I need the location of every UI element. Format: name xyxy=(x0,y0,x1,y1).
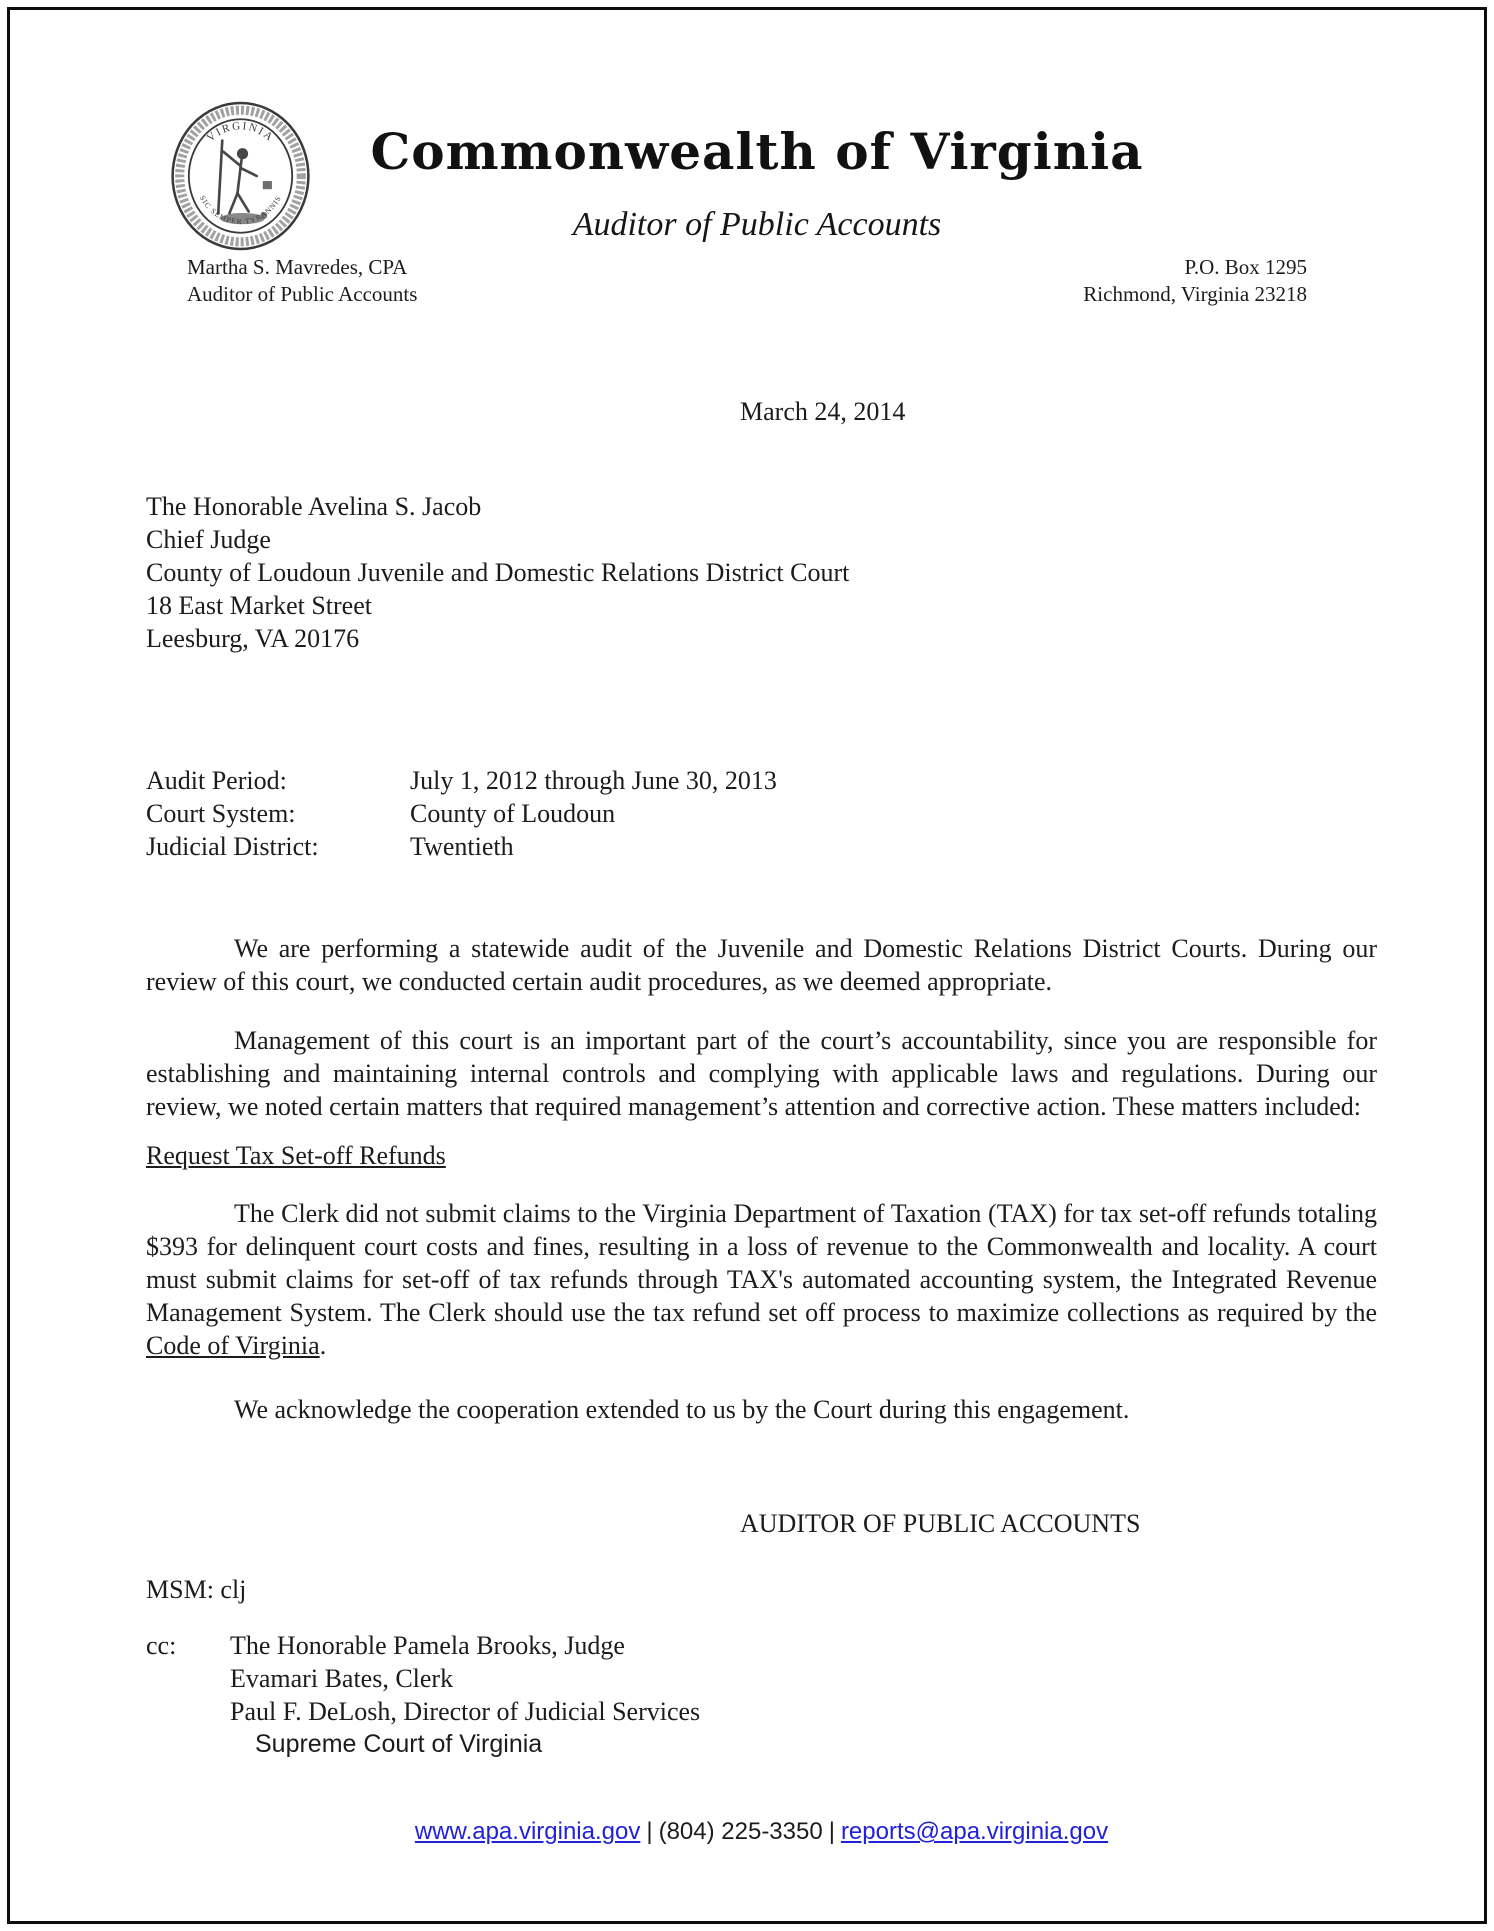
recipient-city: Leesburg, VA 20176 xyxy=(146,624,360,653)
recipient-address-block xyxy=(146,490,1377,655)
judicial-district-label: Judicial District: xyxy=(146,832,319,861)
auditor-name: Martha S. Mavredes, CPA xyxy=(187,255,408,279)
letter-page xyxy=(7,7,1487,1924)
audit-period-label: Audit Period: xyxy=(146,766,287,795)
po-box: P.O. Box 1295 xyxy=(1184,255,1307,279)
audit-period-value: July 1, 2012 through June 30, 2013 xyxy=(410,766,777,795)
letter-date: March 24, 2014 xyxy=(740,397,906,426)
recipient-street: 18 East Market Street xyxy=(146,591,372,620)
recipient-title: Chief Judge xyxy=(146,525,271,554)
letterhead-title: Commonwealth of Virginia xyxy=(370,122,1144,181)
code-of-virginia-citation: Code of Virginia xyxy=(146,1331,320,1360)
cc-item: The Honorable Pamela Brooks, Judge xyxy=(230,1631,625,1660)
auditor-name-block xyxy=(187,254,417,308)
cc-block xyxy=(146,1629,1377,1761)
recipient-name: The Honorable Avelina S. Jacob xyxy=(146,492,482,521)
footer-separator: | xyxy=(646,1818,653,1845)
signature-block: AUDITOR OF PUBLIC ACCOUNTS xyxy=(740,1509,1141,1538)
cc-item: Paul F. DeLosh, Director of Judicial Services xyxy=(230,1697,701,1726)
city-state-zip: Richmond, Virginia 23218 xyxy=(1083,282,1307,306)
footer-separator: | xyxy=(828,1818,835,1845)
cc-organization: Supreme Court of Virginia xyxy=(255,1730,543,1758)
intro-paragraph: We are performing a statewide audit of the Juvenile and Domestic Relations District Courts. During our review of this court, we conducted certain audit procedures, as we deemed appropriate. xyxy=(146,934,1377,996)
letter-body xyxy=(146,395,1377,1761)
judicial-district-value: Twentieth xyxy=(410,832,514,861)
phone-number: (804) 225-3350 xyxy=(658,1818,823,1845)
virginia-state-seal-icon xyxy=(168,100,313,252)
recipient-court: County of Loudoun Juvenile and Domestic Relations District Court xyxy=(146,558,850,587)
audit-period-row xyxy=(146,764,1377,797)
management-paragraph: Management of this court is an important part of the court’s accountability, since you are responsible for establishing and maintaining internal controls and complying with applicable laws and regulations. During our review, we noted certain matters that required management’s attention and corrective action. These matters included: xyxy=(146,1026,1377,1121)
finding-heading: Request Tax Set-off Refunds xyxy=(146,1141,446,1170)
cc-list xyxy=(230,1629,700,1761)
audit-info-table xyxy=(146,764,1377,863)
letterhead-subtitle: Auditor of Public Accounts xyxy=(572,206,942,243)
finding-paragraph xyxy=(146,1197,1377,1362)
cc-item: Evamari Bates, Clerk xyxy=(230,1664,454,1693)
court-system-row xyxy=(146,797,1377,830)
court-system-value: County of Loudoun xyxy=(410,799,616,828)
email-link[interactable]: reports@apa.virginia.gov xyxy=(840,1818,1109,1845)
office-address-block xyxy=(1083,254,1307,308)
seal-bottom-text: SIC SEMPER TYRANNIS xyxy=(197,193,284,227)
seal-top-text: VIRGINIA xyxy=(204,120,277,145)
finding-text-1: The Clerk did not submit claims to the Virginia Department of Taxation (TAX) for tax set-off refunds totaling $393 for delinquent court costs and fines, resulting in a loss of revenue to the Commonwealth and locality. A court must submit claims for set-off of tax refunds through TAX's automated accounting system, the Integrated Revenue Management System. The Clerk should use the tax refund set off process to maximize collections as required by the xyxy=(146,1199,1377,1327)
judicial-district-row xyxy=(146,830,1377,863)
reference-initials: MSM: clj xyxy=(146,1575,247,1604)
finding-text-2: . xyxy=(319,1331,327,1360)
court-system-label: Court System: xyxy=(146,799,296,828)
auditor-title: Auditor of Public Accounts xyxy=(187,282,418,306)
closing-paragraph: We acknowledge the cooperation extended to us by the Court during this engagement. xyxy=(234,1395,1130,1424)
website-link[interactable]: www.apa.virginia.gov xyxy=(414,1818,641,1845)
footer-contact-bar xyxy=(146,1818,1377,1846)
cc-label: cc: xyxy=(146,1631,177,1660)
